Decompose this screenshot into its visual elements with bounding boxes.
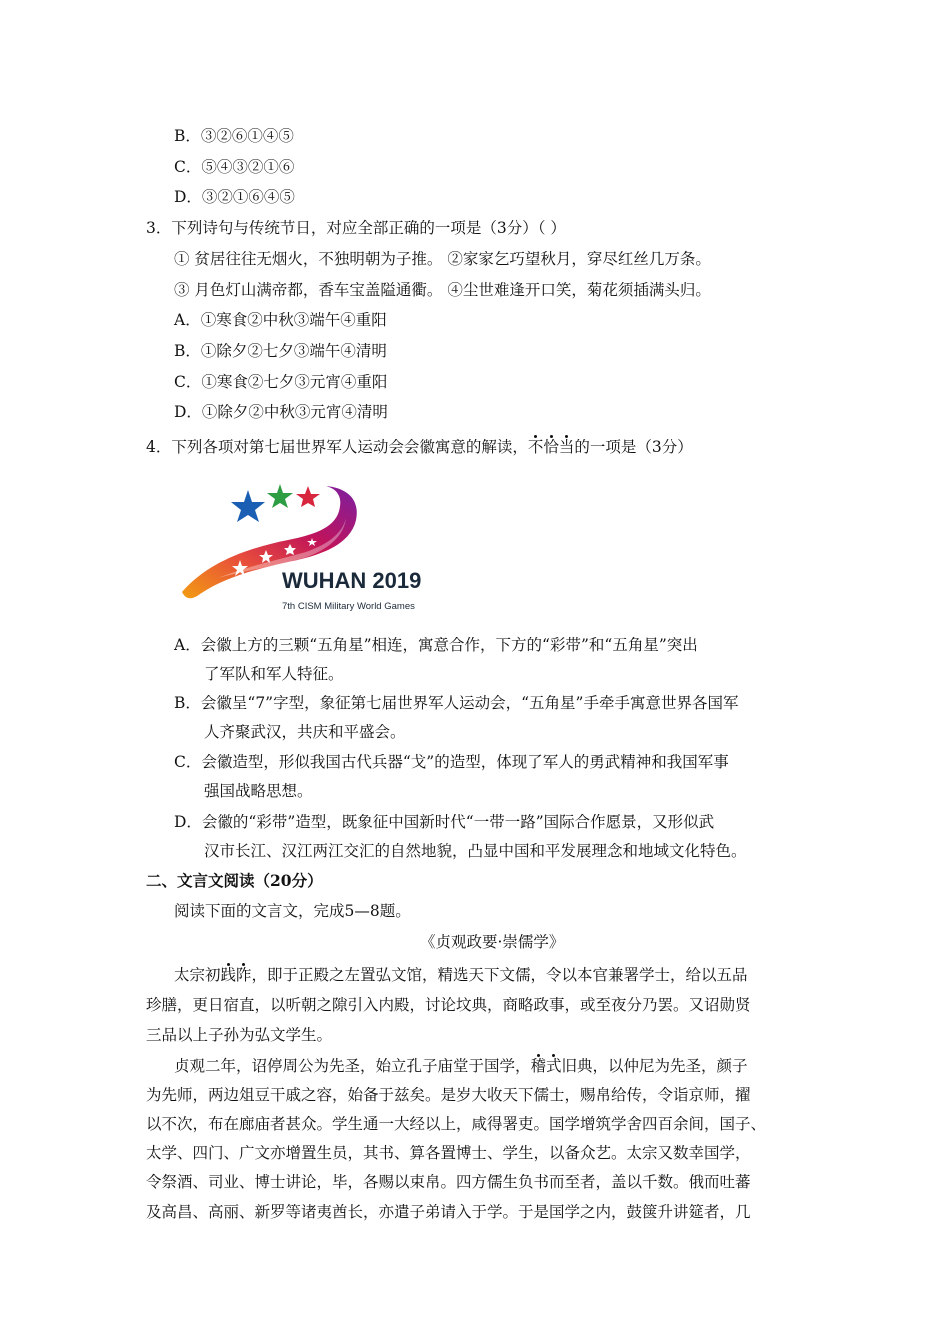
passage-p2-line-4: 太学、四门、广文亦增置生员，其书、算各置博士、学生，以备众艺。太宗又数幸国学， [146, 1144, 751, 1162]
emphasis-char: 稽 [530, 1057, 547, 1075]
q4-option-b-line-2: 人齐聚武汉，共庆和平盛会。 [204, 723, 406, 741]
logo-title: WUHAN 2019 [282, 568, 422, 593]
passage-p2-line-3: 以不次，布在廊庙者甚众。学生通一大经以上，咸得署吏。国学增筑学舍四百余间，国子、 [146, 1115, 767, 1133]
section-heading: 二、文言文阅读（20分） [146, 871, 323, 890]
q4-stem-post: 的一项是（3分） [574, 438, 693, 456]
logo-subtitle: 7th CISM Military World Games [282, 601, 415, 612]
text-fragment: 旧典，以仲尼为先圣，颜子 [561, 1057, 748, 1075]
text-fragment: 贞观二年，诏停周公为先圣，始立孔子庙堂于国学， [174, 1057, 531, 1075]
q3-option-d: D．①除夕②中秋③元宵④清明 [174, 403, 388, 421]
emphasis-char: 式 [546, 1057, 562, 1075]
q4-stem-pre: 4．下列各项对第七届世界军人运动会会徽寓意的解读， [146, 438, 528, 456]
q4-option-a-line-2: 了军队和军人特征。 [204, 665, 344, 683]
q4-option-b-line-1: B．会徽呈“7”字型，象征第七届世界军人运动会，“五角星”手牵手寓意世界各国军 [174, 694, 739, 712]
passage-p1-line-1 [174, 965, 748, 985]
q3-option-b: B．①除夕②七夕③端午④清明 [174, 342, 387, 360]
passage-title: 《贞观政要·崇儒学》 [420, 933, 565, 951]
q3-poem-line-1: ① 贫居往往无烟火，不独明朝为子推。 ②家家乞巧望秋月，穿尽红丝几万条。 [174, 250, 711, 268]
q2-option-b: B．③②⑥①④⑤ [174, 127, 294, 145]
passage-p2-line-2: 为先师，两边俎豆干戚之容，始备于兹矣。是岁大收天下儒士，赐帛给传，令诣京师，擢 [146, 1086, 751, 1104]
text-fragment: 太宗初 [174, 966, 221, 984]
passage-p2-line-6: 及高昌、高丽、新罗等诸夷酋长，亦遣子弟请入于学。于是国学之内，鼓箧升讲筵者，几 [146, 1203, 751, 1221]
emphasis-char: 恰 [543, 438, 559, 456]
passage-p1-line-3: 三品以上子孙为弘文学生。 [146, 1026, 333, 1044]
q3-poem-line-2: ③ 月色灯山满帝都，香车宝盖隘通衢。 ④尘世难逢开口笑，菊花须插满头归。 [174, 281, 711, 299]
emphasis-char: 不 [527, 438, 544, 456]
green-star-icon [267, 484, 293, 508]
section-intro: 阅读下面的文言文，完成5—8题。 [174, 902, 411, 920]
passage-p1-line-2: 珍膳，更日宿直，以听朝之隙引入内殿，讨论坟典，商略政事，或至夜分乃罢。又诏勋贤 [146, 996, 751, 1014]
q4-stem [146, 437, 693, 457]
q4-option-d-line-1: D．会徽的“彩带”造型，既象征中国新时代“一带一路”国际合作愿景，又形似武 [174, 813, 715, 831]
wuhan-2019-logo [178, 482, 440, 620]
q3-stem: 3．下列诗句与传统节日，对应全部正确的一项是（3分）（ ） [146, 219, 566, 237]
q4-option-a-line-1: A．会徽上方的三颗“五角星”相连，寓意合作，下方的“彩带”和“五角星”突出 [174, 636, 698, 654]
q4-option-d-line-2: 汉市长江、汉江两江交汇的自然地貌，凸显中国和平发展理念和地域文化特色。 [204, 842, 747, 860]
q2-option-c: C．⑤④③②①⑥ [174, 158, 295, 176]
emphasis-char: 践 [220, 966, 237, 984]
red-star-icon [296, 486, 320, 507]
passage-p2-line-1 [174, 1056, 748, 1076]
q3-option-a: A．①寒食②中秋③端午④重阳 [174, 311, 387, 329]
blue-star-icon [231, 490, 265, 522]
text-fragment: ，即于正殿之左置弘文馆，精选天下文儒，令以本官兼署学士，给以五品 [251, 966, 748, 984]
emphasis-char: 阼 [236, 966, 252, 984]
emphasis-char: 当 [558, 438, 575, 456]
q4-option-c-line-2: 强国战略思想。 [204, 782, 313, 800]
passage-p2-line-5: 令祭酒、司业、博士讲论，毕，各赐以束帛。四方儒生负书而至者，盖以千数。俄而吐蕃 [146, 1173, 751, 1191]
q4-option-c-line-1: C．会徽造型，形似我国古代兵器“戈”的造型，体现了军人的勇武精神和我国军事 [174, 753, 729, 771]
q3-option-c: C．①寒食②七夕③元宵④重阳 [174, 373, 388, 391]
q2-option-d: D．③②①⑥④⑤ [174, 188, 295, 206]
